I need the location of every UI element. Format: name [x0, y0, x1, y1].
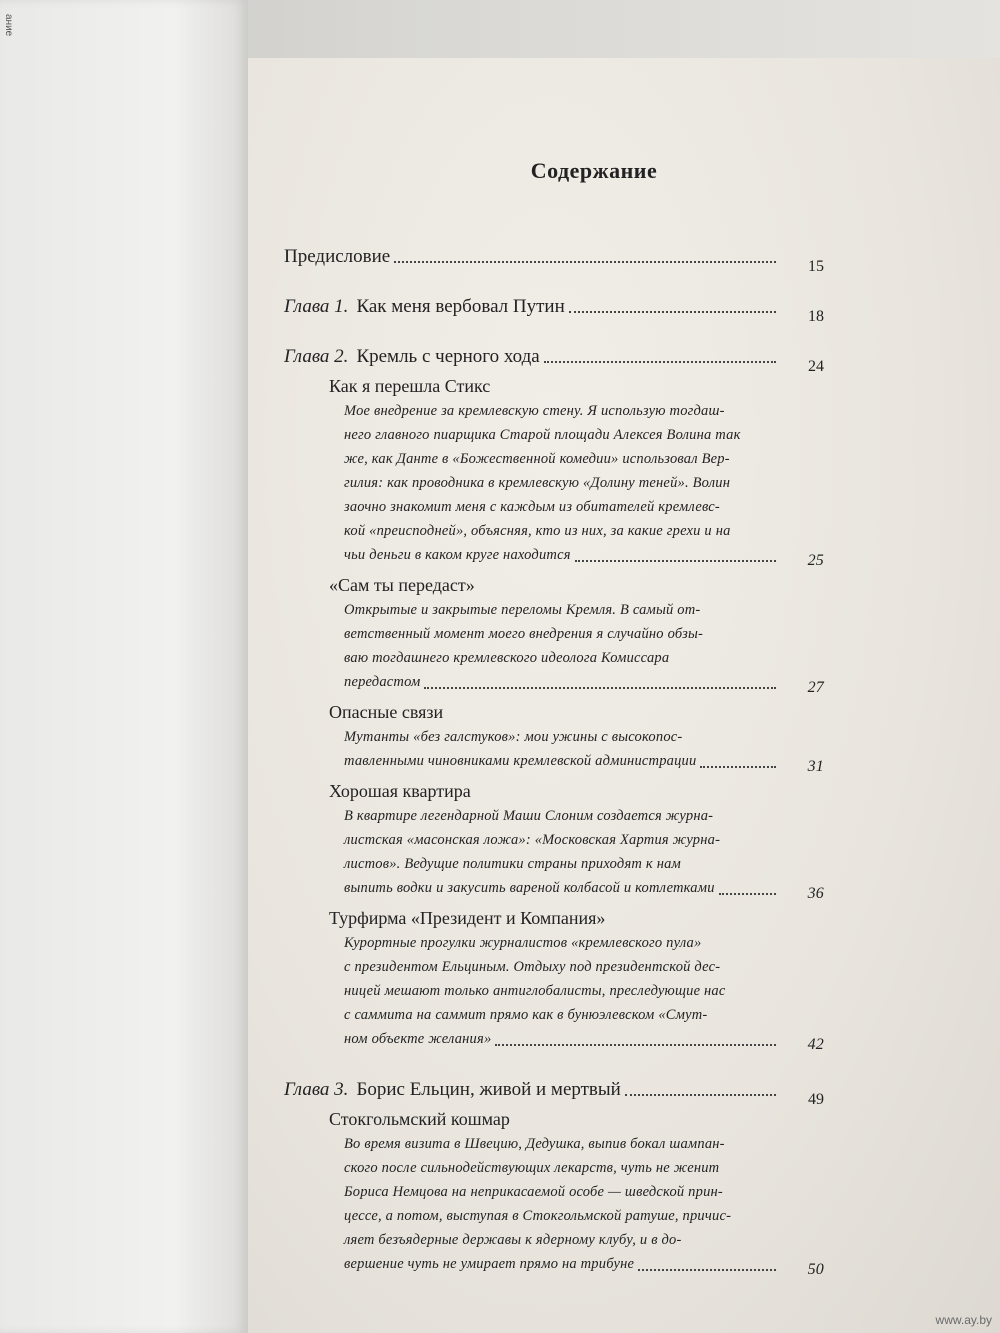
dot-leader	[424, 687, 776, 689]
dot-leader	[394, 261, 776, 263]
toc-preface	[284, 246, 824, 275]
section-title: Опасные связи	[329, 702, 444, 722]
description-line: чьи деньги в каком круге находится	[344, 547, 571, 563]
page-title: Содержание	[530, 158, 658, 183]
page-number: 24	[808, 358, 824, 375]
description-last-line	[344, 1027, 824, 1051]
description-line: цессе, а потом, выступая в Стокгольмской ратуше, причис-	[344, 1208, 732, 1224]
chapter-label: Глава 2.	[284, 346, 349, 367]
dot-leader	[719, 893, 776, 895]
toc-section	[329, 1109, 824, 1276]
description-last-line	[344, 876, 824, 900]
page-number: 49	[808, 1091, 824, 1108]
chapter-row	[284, 1079, 824, 1108]
description-line: кой «преисподней», объясняя, кто из них, за какие грехи и на	[344, 523, 731, 539]
page-number: 25	[807, 552, 824, 569]
description-line: Мое внедрение за кремлевскую стену. Я использую тогдаш-	[344, 403, 725, 419]
toc-section	[329, 781, 824, 900]
description-last-line	[344, 670, 824, 694]
description-line: Мутанты «без галстуков»: мои ужины с высокопос-	[344, 729, 683, 745]
dot-leader	[544, 361, 776, 363]
description-line: Открытые и закрытые переломы Кремля. В самый от-	[344, 602, 701, 618]
dot-leader	[495, 1044, 776, 1046]
description-line: же, как Данте в «Божественной комедии» использовал Вер-	[344, 451, 730, 467]
description-line: Курортные прогулки журналистов «кремлевского пула»	[344, 935, 702, 951]
section-title: Хорошая квартира	[329, 781, 471, 801]
description-line: ского после сильнодействующих лекарств, чуть не женит	[344, 1160, 720, 1176]
chapter-list	[284, 296, 824, 1276]
toc-chapter	[284, 1079, 824, 1276]
section-description	[344, 399, 824, 567]
chapter-label: Глава 3.	[284, 1079, 349, 1100]
chapter-title: Борис Ельцин, живой и мертвый	[356, 1079, 621, 1100]
description-line: выпить водки и закусить вареной колбасой и котлетками	[344, 880, 715, 896]
description-line: В квартире легендарной Маши Слоним создается журна-	[344, 808, 714, 824]
toc-section	[329, 702, 824, 773]
dot-leader	[575, 560, 776, 562]
description-line: ваю тогдашнего кремлевского идеолога Комиссара	[344, 650, 670, 666]
dot-leader	[625, 1094, 776, 1096]
edge-mark: ание	[3, 14, 14, 37]
description-line: ляет безъядерные державы к ядерному клубу, и в до-	[344, 1232, 682, 1248]
description-last-line	[344, 749, 824, 773]
toc-chapter	[284, 296, 824, 325]
chapter-label: Глава 1.	[284, 296, 349, 317]
page-number: 36	[807, 885, 824, 902]
table-of-contents	[284, 158, 824, 1304]
section-description	[344, 598, 824, 694]
dot-leader	[638, 1269, 776, 1271]
description-line: передастом	[344, 674, 421, 690]
section-title: «Сам ты передаст»	[329, 575, 475, 595]
section-description	[344, 725, 824, 773]
chapter-row	[284, 346, 824, 375]
description-line: тавленными чиновниками кремлевской администрации	[344, 753, 697, 769]
preface-title: Предисловие	[284, 246, 391, 267]
description-last-line	[344, 1252, 824, 1276]
page-number: 31	[807, 758, 824, 775]
page-number: 42	[807, 1036, 824, 1053]
left-page	[0, 0, 248, 1333]
toc-section	[329, 376, 824, 567]
toc-section	[329, 908, 824, 1051]
dot-leader	[569, 311, 776, 313]
description-line: вершение чуть не умирает прямо на трибуне	[344, 1256, 635, 1272]
description-line: листов». Ведущие политики страны приходят к нам	[344, 856, 681, 872]
right-page	[248, 58, 1000, 1333]
section-title: Как я перешла Стикс	[329, 376, 491, 396]
section-description	[344, 1132, 824, 1276]
watermark: www.ay.by	[935, 1313, 992, 1327]
description-line: Во время визита в Швецию, Дедушка, выпив бокал шампан-	[344, 1136, 725, 1152]
description-line: с президентом Ельциным. Отдыху под президентской дес-	[344, 959, 721, 975]
page-number: 18	[808, 308, 824, 325]
chapter-row	[284, 296, 824, 325]
section-description	[344, 804, 824, 900]
chapter-title: Как меня вербовал Путин	[356, 296, 565, 317]
toc-section	[329, 575, 824, 694]
description-line: заочно знакомит меня с каждым из обитателей кремлевс-	[344, 499, 720, 515]
description-line: ном объекте желания»	[344, 1031, 492, 1047]
description-line: ветственный момент моего внедрения я случайно обзы-	[344, 626, 704, 642]
description-line: с саммита на саммит прямо как в бунюэлевском «Смут-	[344, 1007, 708, 1023]
description-line: Бориса Немцова на неприкасаемой особе — шведской прин-	[344, 1184, 723, 1200]
description-last-line	[344, 543, 824, 567]
description-line: него главного пиарщика Старой площади Алексея Волина так	[344, 427, 741, 443]
chapter-title: Кремль с черного хода	[356, 346, 540, 367]
page-number: 27	[807, 679, 824, 696]
page-number: 50	[807, 1261, 824, 1278]
description-line: ницей мешают только антиглобалисты, преследующие нас	[344, 983, 726, 999]
section-title: Турфирма «Президент и Компания»	[329, 908, 606, 928]
section-title: Стокгольмский кошмар	[329, 1109, 510, 1129]
description-line: листская «масонская ложа»: «Московская Хартия журна-	[344, 832, 721, 848]
toc-chapter	[284, 346, 824, 1051]
section-description	[344, 931, 824, 1051]
page-number: 15	[808, 258, 824, 275]
description-line: гилия: как проводника в кремлевскую «Долину теней». Волин	[344, 475, 731, 491]
dot-leader	[700, 766, 776, 768]
